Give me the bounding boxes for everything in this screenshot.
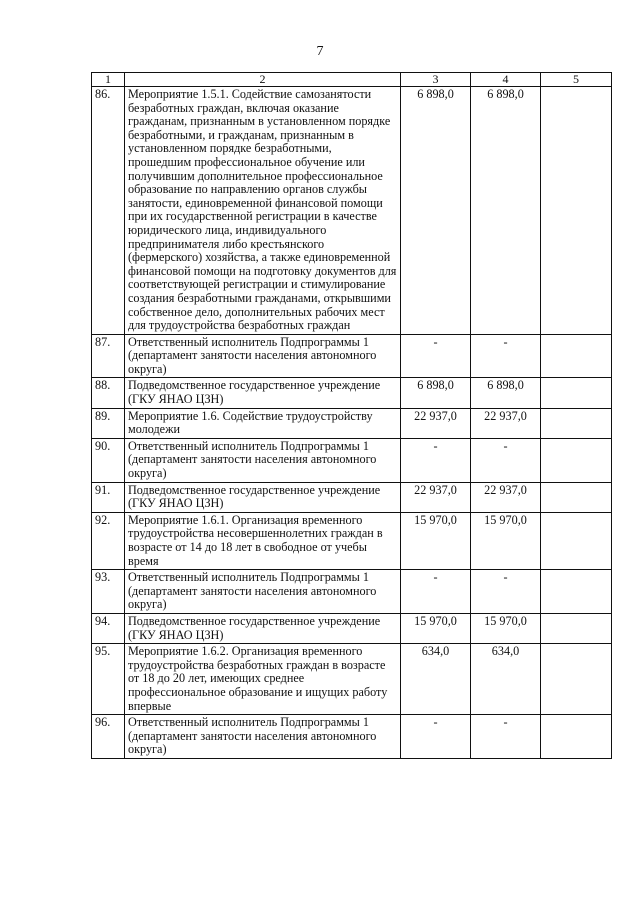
row-number: 94. <box>92 613 125 643</box>
row-number: 89. <box>92 408 125 438</box>
row-description: Подведомственное государственное учреждение (ГКУ ЯНАО ЦЗН) <box>125 378 401 408</box>
row-description: Ответственный исполнитель Подпрограммы 1 (департамент занятости населения автономного округа) <box>125 334 401 378</box>
row-number: 86. <box>92 87 125 335</box>
table-row <box>92 378 612 408</box>
row-value-col5 <box>541 570 612 614</box>
table-row <box>92 613 612 643</box>
header-cell-5: 5 <box>541 73 612 87</box>
row-description: Подведомственное государственное учреждение (ГКУ ЯНАО ЦЗН) <box>125 613 401 643</box>
table-row <box>92 570 612 614</box>
budget-table <box>91 72 612 759</box>
table-row <box>92 87 612 335</box>
row-value-col4: 6 898,0 <box>471 378 541 408</box>
row-value-col3: 22 937,0 <box>401 482 471 512</box>
row-value-col3: 6 898,0 <box>401 87 471 335</box>
row-description: Ответственный исполнитель Подпрограммы 1 (департамент занятости населения автономного округа) <box>125 438 401 482</box>
row-value-col5 <box>541 512 612 569</box>
table-row <box>92 644 612 715</box>
table-row <box>92 408 612 438</box>
row-value-col5 <box>541 482 612 512</box>
table-row <box>92 715 612 759</box>
row-description: Мероприятие 1.5.1. Содействие самозанятости безработных граждан, включая оказание гражданам, признанным в установленном порядке безработными, и гражданам, признанным в установленном порядке безработными, прошедшим профессиональное обучение или получившим дополнительное профессиональное образование по направлению органов службы занятости, единовременной финансовой помощи при их государственной регистрации в качестве юридического лица, индивидуального предпринимателя либо крестьянского (фермерского) хозяйства, а также единовременной финансовой помощи на подготовку документов для соответствующей регистрации и стимулирование создания безработными гражданами, открывшими собственное дело, дополнительных рабочих мест для трудоустройства безработных граждан <box>125 87 401 335</box>
row-description: Ответственный исполнитель Подпрограммы 1 (департамент занятости населения автономного округа) <box>125 715 401 759</box>
table-row <box>92 482 612 512</box>
row-number: 88. <box>92 378 125 408</box>
page-number: 7 <box>316 44 324 59</box>
table-row <box>92 334 612 378</box>
row-value-col3: 15 970,0 <box>401 512 471 569</box>
row-value-col5 <box>541 644 612 715</box>
header-cell-3: 3 <box>401 73 471 87</box>
row-description: Подведомственное государственное учреждение (ГКУ ЯНАО ЦЗН) <box>125 482 401 512</box>
table-header-row <box>92 73 612 87</box>
row-value-col5 <box>541 87 612 335</box>
row-value-col4: - <box>471 334 541 378</box>
row-value-col3: - <box>401 715 471 759</box>
row-value-col5 <box>541 715 612 759</box>
row-value-col5 <box>541 613 612 643</box>
row-description: Ответственный исполнитель Подпрограммы 1 (департамент занятости населения автономного округа) <box>125 570 401 614</box>
row-number: 90. <box>92 438 125 482</box>
row-description: Мероприятие 1.6.1. Организация временного трудоустройства несовершеннолетних граждан в возрасте от 14 до 18 лет в свободное от учебы время <box>125 512 401 569</box>
row-value-col4: 22 937,0 <box>471 408 541 438</box>
header-cell-2: 2 <box>125 73 401 87</box>
row-value-col3: 22 937,0 <box>401 408 471 438</box>
row-value-col4: - <box>471 570 541 614</box>
row-value-col3: 15 970,0 <box>401 613 471 643</box>
row-number: 93. <box>92 570 125 614</box>
row-value-col5 <box>541 438 612 482</box>
row-value-col4: 6 898,0 <box>471 87 541 335</box>
row-description: Мероприятие 1.6.2. Организация временного трудоустройства безработных граждан в возрасте от 18 до 20 лет, имеющих среднее профессиональное образование и ищущих работу впервые <box>125 644 401 715</box>
row-value-col4: - <box>471 715 541 759</box>
row-number: 91. <box>92 482 125 512</box>
table-row <box>92 512 612 569</box>
row-value-col4: 15 970,0 <box>471 613 541 643</box>
row-value-col5 <box>541 378 612 408</box>
row-value-col4: 634,0 <box>471 644 541 715</box>
row-number: 87. <box>92 334 125 378</box>
row-value-col3: 634,0 <box>401 644 471 715</box>
row-number: 92. <box>92 512 125 569</box>
row-number: 95. <box>92 644 125 715</box>
row-value-col5 <box>541 334 612 378</box>
row-value-col3: - <box>401 334 471 378</box>
row-number: 96. <box>92 715 125 759</box>
table-row <box>92 438 612 482</box>
row-value-col4: - <box>471 438 541 482</box>
row-value-col4: 22 937,0 <box>471 482 541 512</box>
row-value-col3: - <box>401 438 471 482</box>
header-cell-1: 1 <box>92 73 125 87</box>
row-value-col3: - <box>401 570 471 614</box>
header-cell-4: 4 <box>471 73 541 87</box>
row-description: Мероприятие 1.6. Содействие трудоустройству молодежи <box>125 408 401 438</box>
row-value-col4: 15 970,0 <box>471 512 541 569</box>
row-value-col5 <box>541 408 612 438</box>
row-value-col3: 6 898,0 <box>401 378 471 408</box>
